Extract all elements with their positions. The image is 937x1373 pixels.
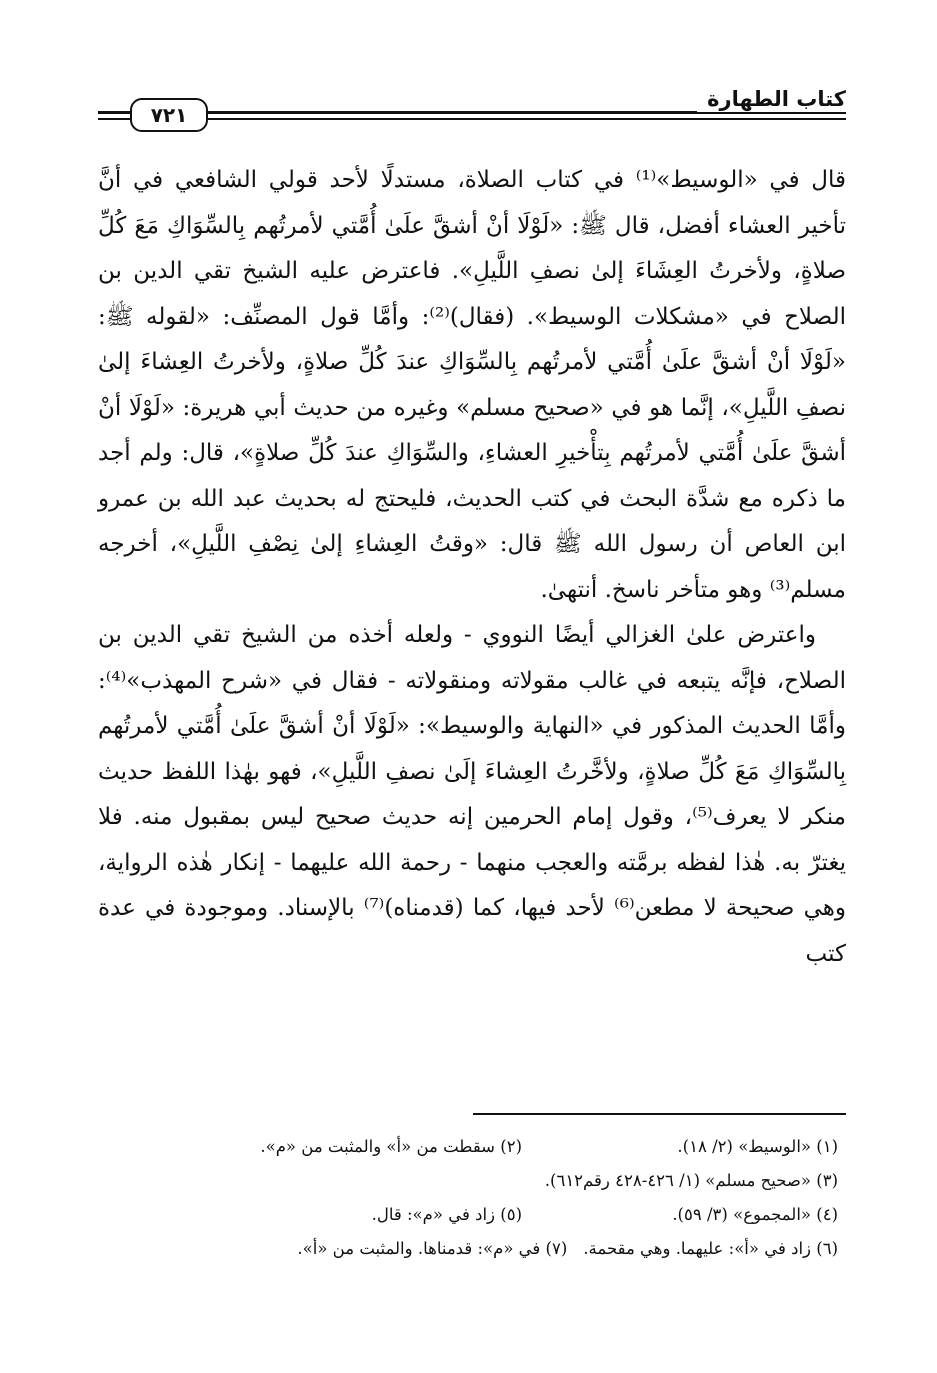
running-title: كتاب الطهارة [697, 86, 846, 112]
footnotes [98, 1130, 846, 1266]
footnote-row [98, 1164, 846, 1198]
footnote-row [98, 1232, 846, 1266]
footnote-row [98, 1130, 846, 1164]
footnote-7: (٧) في «م»: قدمناها. والمثبت من «أ». [297, 1239, 568, 1258]
paragraph-1: قال في «الوسيط»⁽¹⁾ في كتاب الصلاة، مستدلًا لأحد قولي الشافعي في أنَّ تأخير العشاء أفضل، قال ﷺ: «لَوْلَا أنْ أشقَّ علَىٰ أُمَّتي لأمرتُهم بِالسِّوَاكِ مَعَ كُلِّ صلاةٍ، ولأخرتُ العِشَاءَ إلىٰ نصفِ اللَّيلِ». فاعترض عليه الشيخ تقي الدين بن الصلاح في «مشكلات الوسيط». (فقال)⁽²⁾: وأمَّا قول المصنِّف: «لقوله ﷺ: «لَوْلَا أنْ أشقَّ علَىٰ أُمَّتي لأمرتُهم بِالسِّوَاكِ عندَ كُلِّ صلاةٍ، ولأخرتُ العِشاءَ إلىٰ نصفِ اللَّيلِ»، إنَّما هو في «صحيح مسلم» وغيره من حديث أبي هريرة: «لَوْلَا أنْ أشقَّ علَىٰ أُمَّتي لأمرتُهم بِتأْخيرِ العشاءِ، والسِّوَاكِ عندَ كُلِّ صلاةٍ»، قال: ولم أجد ما ذكره مع شدَّة البحث في كتب الحديث، فليحتج له بحديث عبد الله بن عمرو ابن العاص أن رسول الله ﷺ قال: «وقتُ العِشاءِ إلىٰ نِصْفِ اللَّيلِ»، أخرجه مسلم⁽³⁾ وهو متأخر ناسخ. أنتهىٰ. [98, 167, 847, 603]
page-header [98, 86, 846, 132]
paragraph-2: واعترض علىٰ الغزالي أيضًا النووي - ولعله أخذه من الشيخ تقي الدين بن الصلاح، فإنَّه يتبعه في غالب مقولاته ومنقولاته - فقال في «شرح المهذب»⁽⁴⁾: وأمَّا الحديث المذكور في «النهاية والوسيط»: «لَوْلَا أنْ أشقَّ علَىٰ أُمَّتي لأمرتُهم بِالسِّوَاكِ مَعَ كُلِّ صلاةٍ، ولأخَّرتُ العِشاءَ إلَىٰ نصفِ اللَّيلِ»، فهو بهٰذا اللفظ حديث منكر لا يعرف⁽⁵⁾، وقول إمام الحرمين إنه حديث صحيح ليس بمقبول منه. فلا يغترّ به. هٰذا لفظه برمَّته والعجب منهما - رحمة الله عليهما - إنكار هٰذه الرواية، وهي صحيحة لا مطعن⁽⁶⁾ لأحد فيها، كما (قدمناه)⁽⁷⁾ بالإسناد. وموجودة في عدة كتب [98, 622, 846, 967]
footnote-5: (٥) زاد في «م»: قال. [371, 1205, 522, 1224]
footnote-6: (٦) زاد في «أ»: عليهما. وهي مقحمة. [583, 1239, 838, 1258]
footnote-4: (٤) «المجموع» (٣/ ٥٩). [672, 1205, 838, 1224]
main-text [98, 158, 846, 977]
footnote-2: (٢) سقطت من «أ» والمثبت من «م». [260, 1137, 522, 1156]
footnote-separator [473, 1113, 846, 1115]
page-number: ٧٢١ [130, 98, 208, 132]
footnote-row [98, 1198, 846, 1232]
footnote-3: (٣) «صحيح مسلم» (١/ ٤٢٦-٤٢٨ رقم٦١٢). [544, 1171, 838, 1190]
footnote-1: (١) «الوسيط» (٢/ ١٨). [677, 1137, 838, 1156]
header-rule-thin [98, 118, 846, 120]
